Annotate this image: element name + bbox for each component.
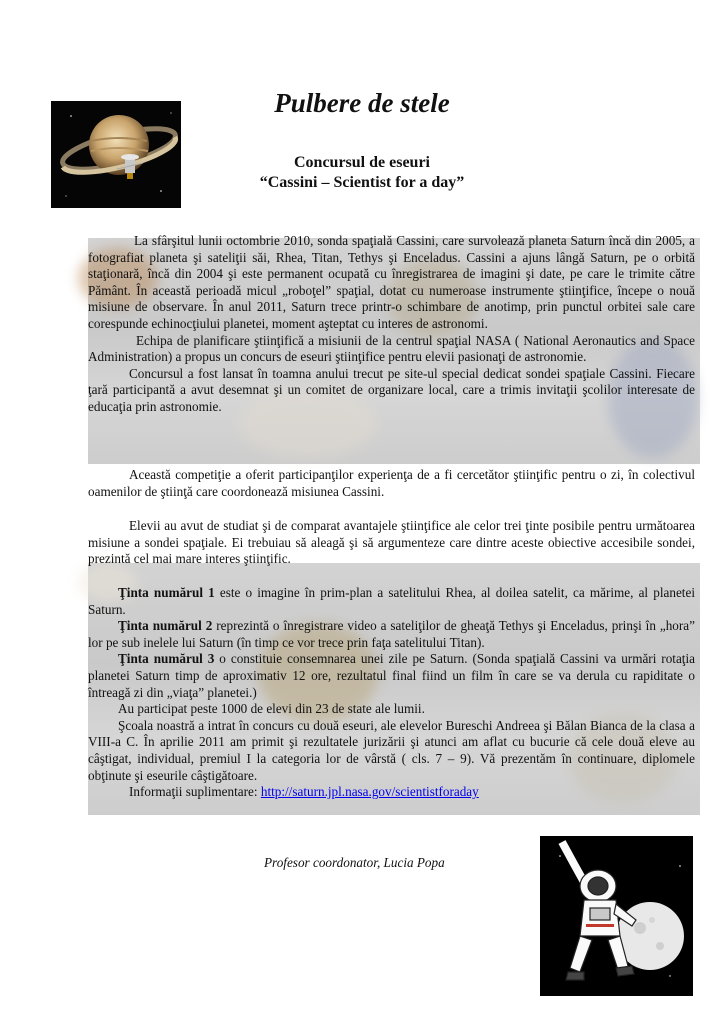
- paragraph-target-2: [88, 618, 695, 651]
- paragraph-experience: Această competiţie a oferit participanţilor experienţa de a fi cercetător ştiinţific pentru o zi, în colectivul oamenilor de ştiinţă care coordonează misiunea Cassini.: [88, 467, 695, 499]
- subtitle-line2: “Cassini – Scientist for a day”: [259, 174, 465, 191]
- paragraph-info: [88, 784, 695, 801]
- target-2-text: reprezintă o înregistrare video a sateliţilor de gheaţă Tethys şi Enceladus, prinşi în „hora” lor pe sub inelele lui Saturn (în timp ce vor trece prin faţa satelitului Titan).: [88, 618, 695, 650]
- page-title: Pulbere de stele: [274, 88, 450, 118]
- article-section-4: [88, 585, 695, 801]
- info-label: Informaţii suplimentare:: [129, 784, 261, 800]
- paragraph-targets: Elevii au avut de studiat şi de comparat avantajele ştiinţifice ale celor trei ţinte posibile pentru următoarea misiune a sondei spaţiale. Ei trebuiau să aleagă şi să argumenteze care dintre aceste obiective accesibile sondei, prezintă cel mai mare interes ştiinţific.: [88, 518, 695, 567]
- paragraph-participants: Au participat peste 1000 de elevi din 23 de state ale lumii.: [118, 701, 425, 717]
- subtitle-line1: Concursul de eseuri: [294, 154, 430, 171]
- paragraph-target-1: [88, 585, 695, 618]
- info-link[interactable]: http://saturn.jpl.nasa.gov/scientistforaday: [260, 784, 479, 800]
- paragraph-intro: La sfârşitul lunii octombrie 2010, sonda spaţială Cassini, care survolează planeta Saturn încă din 2005, a fotografiat planeta şi sateliţii săi, Rhea, Titan, Tethys şi Enceladus. Cassini a ajuns lângă Saturn, pe o orbită staţionară, încă din 2004 şi este permanent ocupată cu înregistrarea de imagini şi date, pe care le trimite către Pământ. În această perioadă micul „roboţel” spaţial, dotat cu numeroase instrumente ştiinţifice, începe o nouă misiune de observare. În anul 2011, Saturn trece printr-o schimbare de anotimp, prin punctul orbitei sale care corespunde echinocţiului planetei, moment aşteptat cu interes de astronomi.: [88, 233, 695, 331]
- target-3-label: Ţinta numărul 3: [118, 651, 215, 667]
- signature: Profesor coordonator, Lucia Popa: [264, 855, 445, 870]
- astronaut-image: [540, 836, 693, 996]
- article-section-3: [88, 518, 695, 568]
- paragraph-contest: Concursul a fost lansat în toamna anului trecut pe site-ul special dedicat sondei spaţiale Cassini. Fiecare ţară participantă a avut desemnat şi un comitet de organizare local, care a trimis invitaţii şcolilor interesate de educaţia prin astronomie.: [88, 365, 695, 414]
- target-1-label: Ţinta numărul 1: [118, 585, 215, 600]
- paragraph-nasa: Echipa de planificare ştiinţifică a misiunii de la centrul spaţial NASA ( National Aeronautics and Space Administration) a propus un concurs de eseuri ştiinţifice pentru elevii pasionaţi de astronomie.: [88, 332, 695, 365]
- article-section-2: [88, 467, 695, 500]
- target-3-text: o constituie consemnarea unei zile pe Saturn. (Sonda spaţială Cassini va urmări rotaţia planetei Saturn timp de aproximativ 12 ore, rezultatul final fiind un film în care se va derula cu rapiditate o întreagă zi din „viaţa” planetei.): [88, 651, 695, 700]
- target-1-text: este o imagine în prim-plan a satelitului Rhea, al doilea satelit, ca mărime, al planetei Saturn.: [88, 585, 695, 617]
- paragraph-school: Şcoala noastră a intrat în concurs cu două eseuri, ale elevelor Bureschi Andreea şi Bălan Bianca de la clasa a VIII-a C. În aprilie 2011 am primit şi rezultatele jurizării şi atunci am aflat cu bucurie că cele două eleve au câştigat, individual, premiul I la categoria lor de vârstă ( cls. 7 – 9). Vă prezentăm în continuare, diplomele obţinute şi eseurile câştigătoare.: [88, 717, 695, 783]
- paragraph-target-3: [88, 651, 695, 701]
- article-section-1: [88, 233, 695, 416]
- target-2-label: Ţinta numărul 2: [118, 618, 213, 634]
